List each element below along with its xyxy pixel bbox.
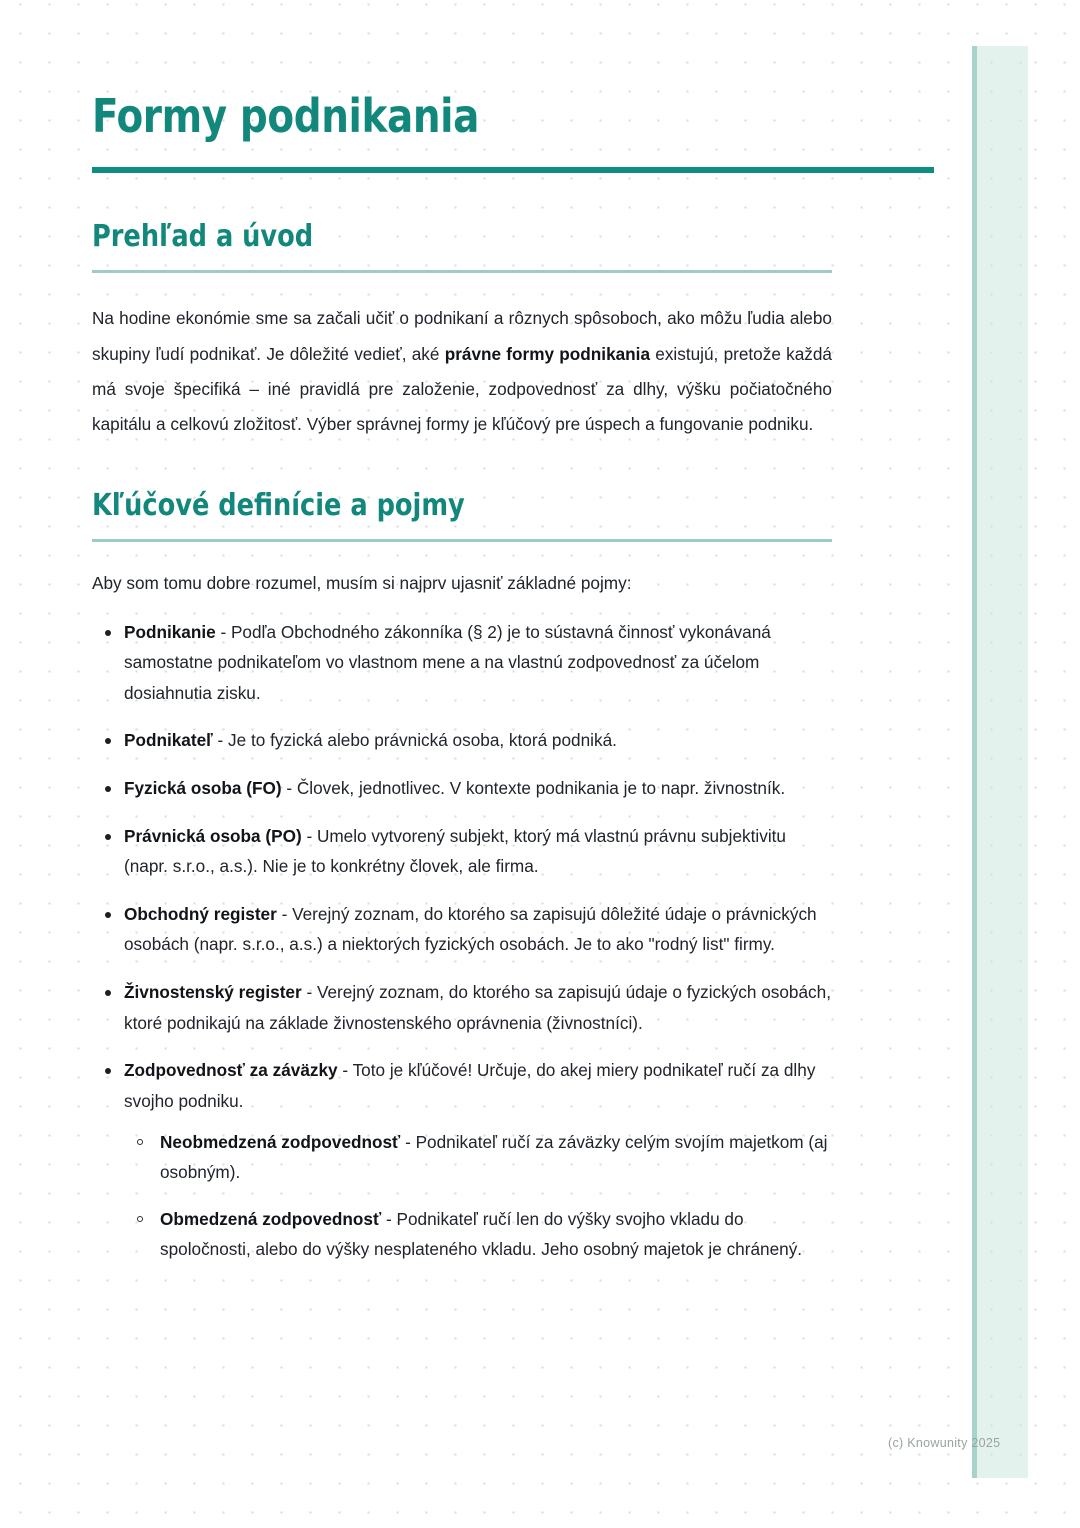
definition-list-item <box>92 1055 834 1265</box>
term-separator: - <box>381 1208 397 1229</box>
definitions-lead-text: Aby som tomu dobre rozumel, musím si najprv ujasniť základné pojmy: <box>92 573 632 594</box>
section-heading-definitions: Kľúčové definície a pojmy <box>92 488 465 524</box>
definition-term: Fyzická osoba (FO) <box>124 778 282 799</box>
intro-paragraph <box>92 273 832 442</box>
definition-list-item <box>92 977 834 1038</box>
definition-text: Človek, jednotlivec. V kontexte podnikania je to napr. živnostník. <box>296 778 786 799</box>
definition-list-item <box>92 617 834 709</box>
term-separator: - <box>301 825 317 846</box>
definition-sublist-item <box>124 1204 834 1265</box>
definition-list-item <box>92 773 834 804</box>
definition-list-item <box>92 821 834 882</box>
definition-term: Obchodný register <box>124 903 277 924</box>
definition-subtext: Podnikateľ ručí len do výšky svojho vkladu do spoločnosti, alebo do výšky nesplateného vkladu. Jeho osobný majetok je chránený. <box>160 1208 803 1260</box>
term-separator: - <box>400 1131 416 1152</box>
definition-list-item <box>92 725 834 756</box>
decorative-side-strip <box>972 46 1028 1478</box>
definitions-list <box>92 599 834 1265</box>
definition-sublist-item <box>124 1127 834 1188</box>
definition-term: Živnostenský register <box>124 982 302 1003</box>
definition-sublist <box>124 1127 834 1265</box>
side-strip-vertical-rule <box>972 46 977 1478</box>
definition-text: Je to fyzická alebo právnická osoba, ktorá podniká. <box>228 730 617 751</box>
term-separator: - <box>212 730 229 751</box>
definition-text: Umelo vytvorený subjekt, ktorý má vlastnú právnu subjektivitu (napr. s.r.o., a.s.). Nie je to konkrétny človek, ale firma. <box>124 825 786 877</box>
definition-text: Podľa Obchodného zákonníka (§ 2) je to sústavná činnosť vykonávaná samostatne podnikateľom vo vlastnom mene a na vlastnú zodpovednosť za účelom dosiahnutia zisku. <box>124 621 771 703</box>
term-separator: - <box>276 903 293 924</box>
definition-term: Zodpovednosť za záväzky <box>124 1060 338 1081</box>
term-separator: - <box>281 778 297 799</box>
copyright-watermark: (c) Knowunity 2025 <box>888 1436 1001 1450</box>
term-separator: - <box>301 982 317 1003</box>
section-heading-overview: Prehľad a úvod <box>92 219 314 255</box>
page-title: Formy podnikania <box>92 89 480 143</box>
intro-text-run: existujú, pretože každá má svoje špecifiká – iné pravidlá pre založenie, zodpovednosť za dlhy, výšku počiatočného kapitálu a celkovú zložitosť. Výber správnej formy je kľúčový pre úspech a fungovanie podniku. <box>92 343 832 435</box>
definition-text: Verejný zoznam, do ktorého sa zapisujú dôležité údaje o právnických osobách (napr. s.r.o., a.s.) a niektorých fyzických osobách. Je to ako "rodný list" firmy. <box>124 903 817 955</box>
definition-term: Podnikateľ <box>124 730 213 751</box>
content-column <box>92 0 834 1282</box>
definition-subtext: Podnikateľ ručí za záväzky celým svojím majetkom (aj osobným). <box>160 1131 828 1183</box>
term-separator: - <box>337 1060 353 1081</box>
intro-emphasis: právne formy podnikania <box>444 343 651 364</box>
definition-text: Toto je kľúčové! Určuje, do akej miery podnikateľ ručí za dlhy svojho podniku. <box>124 1060 816 1111</box>
definition-term: Právnická osoba (PO) <box>124 825 302 846</box>
term-separator: - <box>215 621 231 642</box>
definition-text: Verejný zoznam, do ktorého sa zapisujú údaje o fyzických osobách, ktoré podnikajú na základe živnostenského oprávnenia (živnostníci). <box>124 982 831 1033</box>
definition-subterm: Neobmedzená zodpovednosť <box>160 1131 401 1152</box>
definition-subterm: Obmedzená zodpovednosť <box>160 1208 382 1229</box>
definition-term: Podnikanie <box>124 621 216 642</box>
intro-text-run: Na hodine ekonómie sme sa začali učiť o podnikaní a rôznych spôsoboch, ako môžu ľudia alebo skupiny ľudí podnikať. Je dôležité vedieť, aké <box>92 308 832 364</box>
definition-list-item <box>92 899 834 960</box>
